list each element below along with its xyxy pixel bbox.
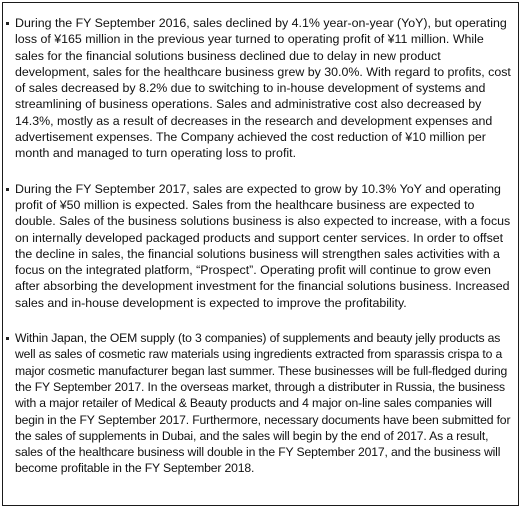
bullet-item-healthcare-expansion: [6, 330, 514, 477]
bullet-list: [6, 15, 514, 477]
paragraph-fy2017-forecast: During the FY September 2017, sales are expected to grow by 10.3% YoY and operating profit of ¥50 million is expected. Sales from the healthcare business are expected to double. Sales of the business solutions business is also expected to increase, with a focus on internally developed packaged products and support center services. In order to offset the decline in sales, the financial solutions business will strengthen sales activities with a focus on the integrated platform, “Prospect”. Operating profit will continue to grow even after absorbing the development investment for the financial solutions business. Increased sales and in-house development is expected to improve the profitability.: [15, 181, 511, 310]
bullet-item-fy2016-results: [6, 15, 514, 162]
square-bullet-icon: [6, 188, 9, 191]
text-box: [2, 2, 519, 506]
square-bullet-icon: [6, 337, 9, 340]
paragraph-fy2016-results: During the FY September 2016, sales declined by 4.1% year-on-year (YoY), but operating loss of ¥165 million in the previous year turned to operating profit of ¥11 million. While sales for the financial solutions business declined due to delay in new product development, sales for the healthcare business grew by 30.0%. With regard to profits, cost of sales decreased by 8.2% due to switching to in-house development of systems and streamlining of business operations. Sales and administrative cost also decreased by 14.3%, mostly as a result of decreases in the research and development expenses and advertisement expenses. The Company achieved the cost reduction of ¥10 million per month and managed to turn operating loss to profit.: [15, 16, 511, 161]
paragraph-healthcare-expansion: Within Japan, the OEM supply (to 3 companies) of supplements and beauty jelly products as well as sales of cosmetic raw materials using ingredients extracted from sparassis crispa to a major cosmetic manufacturer began last summer. These businesses will be full-fledged during the FY September 2017. In the overseas market, through a distributer in Russia, the business with a major retailer of Medical & Beauty products and 4 major on-line sales companies will begin in the FY September 2017. Furthermore, necessary documents have been submitted for the sales of supplements in Dubai, and the sales will begin by the end of 2017. As a result, sales of the healthcare business will double in the FY September 2017, and the business will become profitable in the FY September 2018.: [15, 331, 511, 476]
bullet-item-fy2017-forecast: [6, 181, 514, 311]
square-bullet-icon: [6, 22, 9, 25]
